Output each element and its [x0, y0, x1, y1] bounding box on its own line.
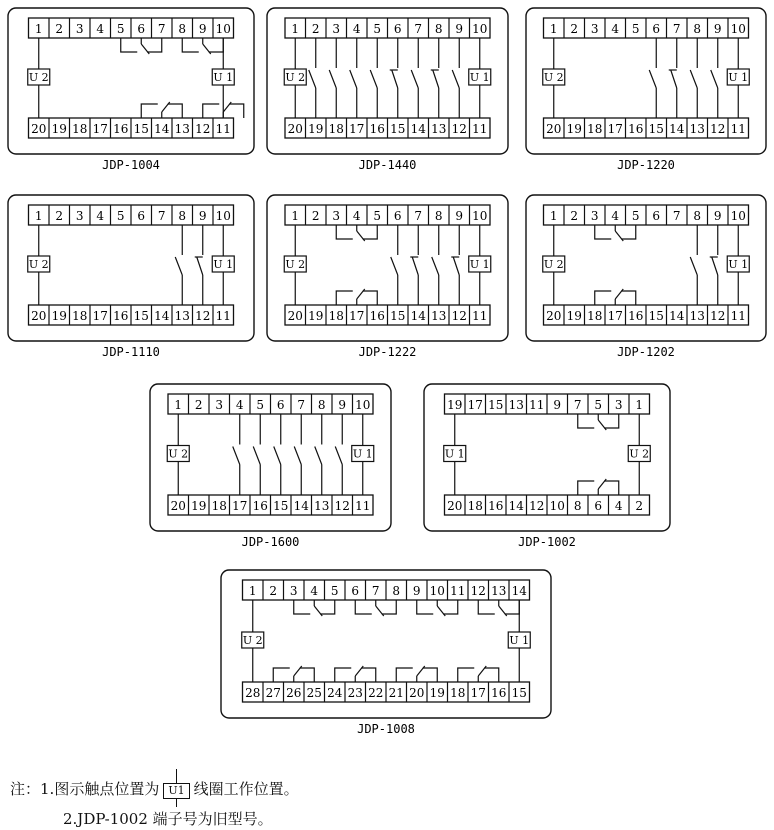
- terminal-label: 14: [154, 122, 170, 136]
- terminal-label: 12: [470, 584, 486, 598]
- terminal-label: 5: [631, 22, 640, 36]
- terminal-label: 4: [96, 209, 105, 223]
- terminal-label: 2: [311, 22, 320, 36]
- terminal-label: 7: [672, 22, 681, 36]
- terminal-label: 26: [286, 686, 302, 700]
- terminal-label: 9: [198, 22, 207, 36]
- terminal-label: 1: [291, 209, 300, 223]
- terminal-label: 12: [334, 499, 350, 513]
- terminal-label: 8: [573, 499, 582, 513]
- relay-module: [526, 8, 766, 154]
- terminal-label: 6: [652, 209, 661, 223]
- note-coil-label: U1: [168, 784, 185, 797]
- terminal-label: 17: [92, 309, 108, 323]
- terminal-label: 20: [409, 686, 425, 700]
- terminal-label: 4: [352, 209, 361, 223]
- terminal-label: 11: [472, 122, 488, 136]
- terminal-label: 5: [631, 209, 640, 223]
- coil-left-label: U 2: [285, 258, 306, 271]
- terminal-label: 9: [553, 398, 562, 412]
- terminal-label: 16: [113, 122, 129, 136]
- terminal-label: 18: [467, 499, 483, 513]
- terminal-label: 16: [488, 499, 504, 513]
- terminal-label: 8: [317, 398, 326, 412]
- terminal-label: 10: [730, 209, 746, 223]
- terminal-label: 24: [327, 686, 343, 700]
- terminal-label: 19: [191, 499, 207, 513]
- terminal-label: 9: [338, 398, 347, 412]
- terminal-label: 19: [566, 122, 582, 136]
- terminal-label: 16: [369, 122, 385, 136]
- terminal-label: 13: [174, 122, 190, 136]
- terminal-label: 15: [511, 686, 527, 700]
- terminal-label: 14: [154, 309, 170, 323]
- coil-left-label: U 2: [543, 71, 564, 84]
- terminal-label: 7: [414, 22, 423, 36]
- coil-right-label: U 2: [629, 447, 650, 461]
- terminal-label: 6: [137, 209, 146, 223]
- terminal-label: 4: [611, 22, 620, 36]
- terminal-label: 20: [447, 499, 463, 513]
- module-caption: JDP-1220: [617, 158, 675, 172]
- note-1-tail: 线圈工作位置。: [193, 780, 299, 798]
- terminal-label: 18: [72, 309, 88, 323]
- terminal-label: 11: [472, 309, 488, 323]
- terminal-label: 15: [273, 499, 289, 513]
- terminal-label: 13: [431, 122, 447, 136]
- terminal-label: 3: [75, 22, 84, 36]
- terminal-label: 12: [710, 122, 726, 136]
- terminal-label: 1: [174, 398, 183, 412]
- terminal-label: 2: [311, 209, 320, 223]
- terminal-label: 5: [373, 22, 382, 36]
- terminal-label: 18: [587, 122, 603, 136]
- terminal-label: 15: [648, 122, 664, 136]
- terminal-label: 16: [252, 499, 268, 513]
- terminal-label: 13: [314, 499, 330, 513]
- terminal-label: 7: [672, 209, 681, 223]
- relay-module: [267, 195, 508, 341]
- terminal-label: 21: [388, 686, 404, 700]
- terminal-label: 11: [215, 122, 231, 136]
- terminal-label: 15: [390, 309, 406, 323]
- terminal-label: 10: [549, 499, 565, 513]
- module-caption: JDP-1222: [358, 345, 417, 359]
- terminal-label: 1: [549, 209, 558, 223]
- terminal-label: 7: [573, 398, 582, 412]
- coil-left-label: U 2: [242, 634, 263, 647]
- terminal-label: 17: [470, 686, 486, 700]
- terminal-label: 4: [310, 584, 319, 598]
- note-2-text: 2.JDP-1002 端子号为旧型号。: [63, 810, 273, 828]
- terminal-label: 9: [198, 209, 207, 223]
- terminal-label: 3: [75, 209, 84, 223]
- terminal-label: 5: [330, 584, 339, 598]
- module-caption: JDP-1110: [102, 345, 160, 359]
- terminal-label: 7: [297, 398, 306, 412]
- note-coil-symbol: [163, 783, 189, 799]
- terminal-label: 7: [157, 22, 166, 36]
- terminal-label: 6: [594, 499, 603, 513]
- terminal-label: 22: [368, 686, 384, 700]
- coil-left-label: U 2: [168, 447, 189, 461]
- relay-module: [8, 8, 254, 154]
- terminal-label: 13: [689, 122, 705, 136]
- terminal-label: 14: [410, 309, 426, 323]
- terminal-label: 9: [412, 584, 421, 598]
- terminal-label: 6: [393, 209, 402, 223]
- terminal-label: 3: [332, 22, 341, 36]
- terminal-label: 17: [92, 122, 108, 136]
- terminal-label: 5: [116, 22, 125, 36]
- terminal-label: 3: [614, 398, 623, 412]
- terminal-label: 17: [232, 499, 248, 513]
- terminal-label: 17: [607, 122, 623, 136]
- terminal-label: 4: [611, 209, 620, 223]
- terminal-label: 12: [529, 499, 545, 513]
- terminal-label: 8: [693, 22, 702, 36]
- terminal-label: 19: [447, 398, 463, 412]
- terminal-label: 27: [265, 686, 281, 700]
- coil-left-label: U 1: [444, 447, 465, 461]
- terminal-label: 20: [546, 309, 562, 323]
- coil-left-label: U 2: [28, 258, 49, 271]
- terminal-label: 5: [116, 209, 125, 223]
- terminal-label: 3: [289, 584, 298, 598]
- terminal-label: 5: [373, 209, 382, 223]
- terminal-label: 17: [349, 309, 365, 323]
- note-1-text: 1.图示触点位置为: [40, 780, 160, 798]
- terminal-label: 3: [590, 22, 599, 36]
- terminal-label: 20: [287, 122, 303, 136]
- terminal-label: 20: [170, 499, 186, 513]
- terminal-label: 9: [455, 22, 464, 36]
- terminal-label: 10: [215, 209, 231, 223]
- terminal-label: 8: [434, 209, 443, 223]
- terminal-label: 2: [269, 584, 278, 598]
- terminal-label: 8: [178, 209, 187, 223]
- terminal-label: 18: [328, 122, 344, 136]
- coil-left-label: U 2: [285, 71, 306, 84]
- terminal-label: 10: [472, 22, 488, 36]
- terminal-label: 11: [355, 499, 371, 513]
- terminal-label: 2: [570, 22, 579, 36]
- relay-module: [424, 384, 670, 531]
- terminal-label: 19: [51, 122, 67, 136]
- terminal-label: 13: [508, 398, 524, 412]
- terminal-label: 12: [195, 122, 211, 136]
- terminal-label: 4: [96, 22, 105, 36]
- terminal-label: 3: [215, 398, 224, 412]
- terminal-label: 2: [194, 398, 203, 412]
- module-caption: JDP-1440: [358, 158, 417, 172]
- terminal-label: 4: [614, 499, 623, 513]
- coil-right-label: U 1: [213, 258, 234, 271]
- terminal-label: 7: [157, 209, 166, 223]
- terminal-label: 10: [472, 209, 488, 223]
- terminal-label: 25: [306, 686, 322, 700]
- terminal-label: 14: [669, 309, 685, 323]
- terminal-label: 10: [730, 22, 746, 36]
- relay-module: [150, 384, 391, 531]
- terminal-label: 28: [245, 686, 261, 700]
- coil-right-label: U 1: [469, 258, 490, 271]
- terminal-label: 11: [215, 309, 231, 323]
- terminal-label: 6: [276, 398, 285, 412]
- module-caption: JDP-1008: [357, 722, 415, 736]
- terminal-label: 10: [215, 22, 231, 36]
- terminal-label: 16: [628, 309, 644, 323]
- terminal-label: 5: [594, 398, 603, 412]
- terminal-label: 14: [511, 584, 527, 598]
- terminal-label: 11: [730, 122, 746, 136]
- terminal-label: 10: [355, 398, 371, 412]
- terminal-label: 19: [51, 309, 67, 323]
- terminal-label: 1: [34, 209, 43, 223]
- terminal-label: 18: [72, 122, 88, 136]
- terminal-label: 15: [390, 122, 406, 136]
- terminal-label: 17: [607, 309, 623, 323]
- terminal-label: 2: [55, 22, 64, 36]
- terminal-label: 15: [133, 122, 149, 136]
- terminal-label: 20: [31, 122, 47, 136]
- terminal-label: 8: [693, 209, 702, 223]
- terminal-label: 3: [332, 209, 341, 223]
- terminal-label: 19: [308, 309, 324, 323]
- coil-right-label: U 1: [728, 71, 749, 84]
- terminal-label: 14: [410, 122, 426, 136]
- terminal-label: 18: [211, 499, 227, 513]
- terminal-label: 13: [174, 309, 190, 323]
- terminal-label: 8: [392, 584, 401, 598]
- module-caption: JDP-1004: [102, 158, 160, 172]
- terminal-label: 2: [635, 499, 644, 513]
- relay-module: [526, 195, 766, 341]
- relay-module: [221, 570, 551, 718]
- terminal-label: 4: [235, 398, 244, 412]
- relay-module: [8, 195, 254, 341]
- terminal-label: 9: [455, 209, 464, 223]
- coil-right-label: U 1: [728, 258, 749, 271]
- terminal-label: 12: [451, 309, 467, 323]
- coil-left-label: U 2: [28, 71, 49, 84]
- terminal-label: 12: [710, 309, 726, 323]
- terminal-label: 20: [287, 309, 303, 323]
- note-line-1: [10, 778, 299, 799]
- terminal-label: 2: [55, 209, 64, 223]
- coil-left-label: U 2: [543, 258, 564, 271]
- module-caption: JDP-1002: [518, 535, 576, 549]
- note-line-2: [63, 808, 273, 829]
- terminal-label: 11: [529, 398, 545, 412]
- terminal-label: 13: [689, 309, 705, 323]
- terminal-label: 6: [393, 22, 402, 36]
- terminal-label: 10: [429, 584, 445, 598]
- terminal-label: 23: [347, 686, 363, 700]
- terminal-label: 14: [293, 499, 309, 513]
- module-caption: JDP-1202: [617, 345, 675, 359]
- terminal-label: 20: [31, 309, 47, 323]
- terminal-label: 13: [431, 309, 447, 323]
- terminal-label: 1: [549, 22, 558, 36]
- terminal-label: 16: [628, 122, 644, 136]
- terminal-label: 9: [713, 22, 722, 36]
- terminal-label: 16: [491, 686, 507, 700]
- terminal-label: 9: [713, 209, 722, 223]
- terminal-label: 5: [256, 398, 265, 412]
- terminal-label: 12: [195, 309, 211, 323]
- terminal-label: 15: [648, 309, 664, 323]
- terminal-label: 17: [349, 122, 365, 136]
- terminal-label: 17: [467, 398, 483, 412]
- coil-right-label: U 1: [469, 71, 490, 84]
- terminal-label: 4: [352, 22, 361, 36]
- relay-module: [267, 8, 508, 154]
- note-prefix: 注：: [10, 780, 41, 798]
- coil-right-label: U 1: [509, 634, 530, 647]
- terminal-label: 13: [491, 584, 507, 598]
- terminal-label: 1: [34, 22, 43, 36]
- terminal-label: 14: [508, 499, 524, 513]
- terminal-label: 1: [291, 22, 300, 36]
- terminal-label: 18: [450, 686, 466, 700]
- terminal-label: 8: [434, 22, 443, 36]
- terminal-label: 1: [635, 398, 644, 412]
- module-caption: JDP-1600: [241, 535, 300, 549]
- terminal-label: 8: [178, 22, 187, 36]
- terminal-label: 1: [248, 584, 257, 598]
- terminal-label: 19: [566, 309, 582, 323]
- terminal-label: 15: [488, 398, 504, 412]
- terminal-label: 6: [351, 584, 360, 598]
- terminal-label: 11: [450, 584, 466, 598]
- terminal-label: 7: [371, 584, 380, 598]
- terminal-label: 16: [113, 309, 129, 323]
- terminal-label: 15: [133, 309, 149, 323]
- terminal-label: 7: [414, 209, 423, 223]
- terminal-label: 14: [669, 122, 685, 136]
- coil-right-label: U 1: [213, 71, 234, 84]
- terminal-label: 19: [429, 686, 445, 700]
- terminal-label: 18: [587, 309, 603, 323]
- terminal-label: 6: [137, 22, 146, 36]
- terminal-label: 11: [730, 309, 746, 323]
- terminal-label: 16: [369, 309, 385, 323]
- terminal-label: 18: [328, 309, 344, 323]
- terminal-label: 6: [652, 22, 661, 36]
- terminal-label: 19: [308, 122, 324, 136]
- terminal-label: 20: [546, 122, 562, 136]
- terminal-label: 12: [451, 122, 467, 136]
- coil-right-label: U 1: [352, 447, 373, 461]
- terminal-label: 2: [570, 209, 579, 223]
- terminal-label: 3: [590, 209, 599, 223]
